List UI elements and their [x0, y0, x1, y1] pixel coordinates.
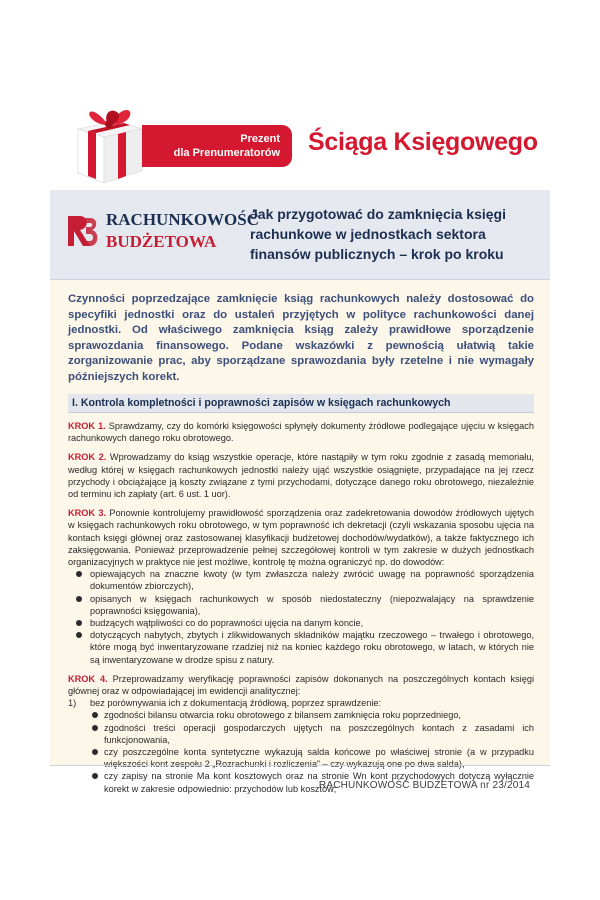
gift-box-icon: [72, 99, 148, 185]
brand-line-1: RACHUNKOWOŚĆ: [106, 210, 260, 229]
list-item: [68, 629, 534, 666]
list-item-text: dotyczących nabytych, zbytych i zlikwidowanych składników majątku rzeczowego – trwałego i obrotowego, które mogą być inwentaryzowane rzadziej niż na koniec każdego roku obrotowego, w latach, w których nie są inwentaryzowane w drodze spisu z natury.: [90, 630, 534, 665]
numbered-item: [68, 697, 534, 709]
krok-1-paragraph: [68, 420, 534, 444]
banner-title: Ściąga Księgowego: [308, 128, 538, 156]
bullet-icon: [92, 725, 98, 731]
krok-3-bullet-list: [68, 568, 534, 666]
footer-issue-text: RACHUNKOWOŚĆ BUDŻETOWA nr 23/2014: [318, 780, 530, 791]
list-item-text: czy poszczególne konta syntetyczne wykazują salda końcowe po właściwej stronie (a w przypadku większości kont zespołu 2 „Rozrachunki i rozliczenia” – czy wykazują one po dwa salda),: [104, 747, 534, 770]
bullet-icon: [76, 596, 82, 602]
list-item-text: czy zapisy na stronie Ma kont kosztowych oraz na stronie Wn kont przychodowych dotyczą wyłącznie korekt w zakresie odpowiednio: przychodów lub kosztów;: [104, 771, 534, 794]
bullet-icon: [76, 632, 82, 638]
top-banner: [50, 95, 550, 190]
krok-4-paragraph: [68, 673, 534, 697]
list-item: [90, 709, 534, 721]
list-item-text: zgodności bilansu otwarcia roku obrotowego z bilansem zamknięcia roku poprzedniego,: [104, 710, 461, 721]
krok-4-text: Przeprowadzamy weryfikację poprawności zapisów dokonanych na poszczególnych kontach księgi głównej oraz w odpowiadającej im ewidencji analitycznej:: [68, 673, 534, 697]
page-footer: [50, 765, 550, 807]
rb-logo-icon: [66, 212, 100, 252]
section-heading: I. Kontrola kompletności i poprawności zapisów w księgach rachunkowych: [68, 394, 534, 413]
list-item: [68, 617, 534, 629]
document-page: [50, 95, 550, 807]
list-item-text: opisanych w księgach rachunkowych w sposób niedostateczny (niepozwalający na sprawdzenie poprawności księgowania),: [90, 593, 534, 616]
list-item: [68, 593, 534, 617]
krok-1-text: Sprawdzamy, czy do komórki księgowości spłynęły dokumenty źródłowe podlegające ujęciu w księgach rachunkowych danego roku obrotowego.: [68, 421, 534, 444]
brand-line-2: BUDŻETOWA: [106, 232, 217, 251]
item-number: 1): [68, 698, 77, 709]
article-header: [50, 190, 550, 280]
badge-line-2: dla Prenumeratorów: [173, 147, 280, 159]
krok-1-label: KROK 1.: [68, 421, 106, 431]
bullet-icon: [92, 712, 98, 718]
numbered-item-text: bez porównywania ich z dokumentacją źródłową, poprzez sprawdzenie:: [90, 698, 382, 709]
krok-2-paragraph: [68, 451, 534, 500]
krok-3-label: KROK 3.: [68, 508, 107, 519]
krok-2-label: KROK 2.: [68, 452, 107, 463]
intro-paragraph: Czynności poprzedzające zamknięcie ksiąg rachunkowych należy dostosować do specyfiki jednostki oraz do ustaleń przyjętych w polityce rachunkowości danej jednostki. Od właściwego zamknięcia ksiąg zależy prawidłowe sporządzenie sprawozdania finansowego. Podane wskazówki z pewnością ułatwią takie zorganizowanie prac, aby sporządzane sprawozdania były rzetelne i nie wymagały późniejszych korekt.: [68, 293, 534, 383]
brand-name: [106, 209, 259, 253]
subscriber-gift-badge: [142, 125, 292, 167]
krok-2-text: Wprowadzamy do ksiąg wszystkie operacje, które nastąpiły w tym roku zgodnie z zasadą memoriału, według której w księgach rachunkowych jednostki należy ująć wszystkie osiągnięte, przypadające na jej rzecz przychody i obciążające ją koszty związane z tymi przychodami, dotyczące danego roku obrotowego, niezależnie od terminu ich zapłaty (art. 6 ust. 1 uor).: [68, 452, 534, 500]
bullet-icon: [92, 749, 98, 755]
article-title: Jak przygotować do zamknięcia księgi rachunkowe w jednostkach sektora finansów publicznych – krok po kroku: [250, 206, 506, 262]
krok-3-text: Ponownie kontrolujemy prawidłowość sporządzenia oraz zadekretowania dowodów źródłowych ujętych w księgach rachunkowych roku obrotowego, w tym poprawność ich dekretacji (czyli wskazania sposobu ujęcia na kontach księgi głównej oraz zastosowanej klasyfikacji budżetowej dochodów/wydatków), a także faktycznego ich zaksięgowania. Ponieważ przeprowadzenie pełnej szczegółowej kontroli w tym zakresie w dużych jednostkach organizacyjnych w praktyce nie jest możliwe, kontrolę tę można ograniczyć np. do dowodów:: [68, 508, 534, 568]
bullet-icon: [76, 620, 82, 626]
bullet-icon: [76, 571, 82, 577]
list-item-text: budzących wątpliwości co do poprawności ujęcia na danym koncie,: [90, 618, 364, 629]
krok-3-paragraph: [68, 507, 534, 568]
list-item: [68, 568, 534, 592]
badge-line-1: Prezent: [240, 133, 280, 145]
list-item-text: opiewających na znaczne kwoty (w tym zwłaszcza należy zwrócić uwagę na poprawność sporządzenia dokumentów zbiorczych),: [90, 569, 534, 592]
list-item-text: zgodności treści operacji gospodarczych ujętych na poszczególnych kontach z zasadami ich funkcjonowania,: [104, 722, 534, 745]
krok-4-label: KROK 4.: [68, 673, 108, 684]
list-item: [90, 722, 534, 746]
